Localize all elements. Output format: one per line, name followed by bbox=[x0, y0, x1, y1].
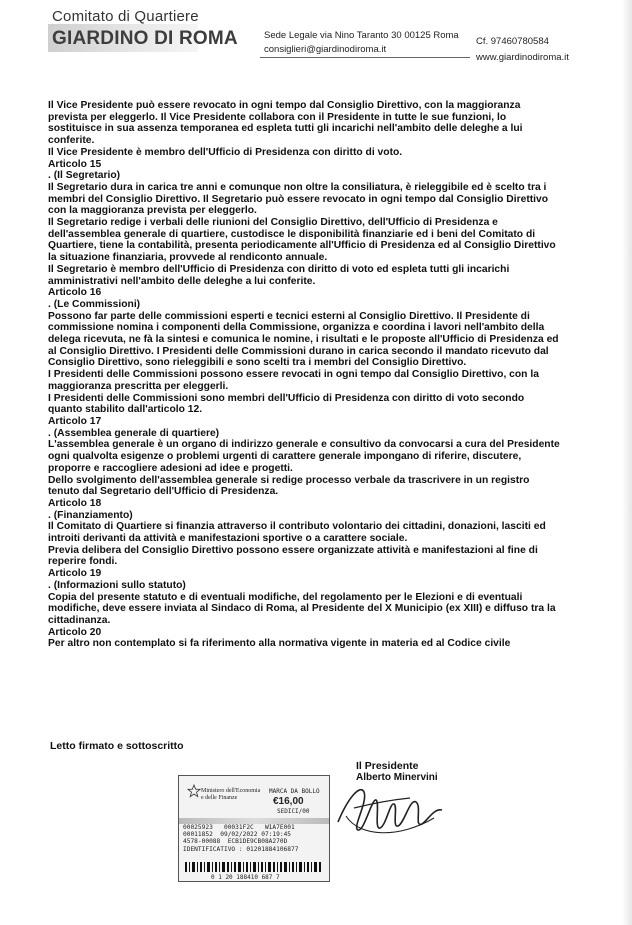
paragraph: Il Segretario redige i verbali delle riunioni del Consiglio Direttivo, dell'Ufficio di Presidenza e dell'assemblea generale di quartiere, custodisce le disponibilità finanziarie ed i beni del Comitato di Quartiere, tiene la contabilità, presenta periodicamente all'Ufficio di Presidenza ed al Consiglio Direttivo la situazione finanziaria, provvede al rendiconto annuale. bbox=[48, 217, 556, 264]
stamp-ministry: Ministero dell'Economia e delle Finanze bbox=[201, 788, 261, 801]
paragraph: Per altro non contemplato si fa riferimento alla normativa vigente in materia ed al Codice civile bbox=[48, 638, 511, 650]
article-title: . (Assemblea generale di quartiere) bbox=[48, 427, 220, 439]
article-heading: Articolo 18 bbox=[48, 497, 102, 509]
logo-line-2: GIARDINO DI ROMA bbox=[52, 28, 238, 49]
paragraph: Il Comitato di Quartiere si finanzia attraverso il contributo volontario dei cittadini, donazioni, lasciti ed introiti derivanti da attività e manifestazioni sportive o a carattere sociale. bbox=[48, 521, 546, 545]
article-title: . (Informazioni sullo statuto) bbox=[48, 579, 186, 591]
stamp-marca: MARCA DA BOLLO bbox=[269, 788, 320, 795]
stamp-value: €16,00 bbox=[273, 796, 304, 807]
article-heading: Articolo 17 bbox=[48, 415, 102, 427]
article-title: . (Le Commissioni) bbox=[48, 298, 141, 310]
legal-address: Sede Legale via Nino Taranto 30 00125 Roma bbox=[264, 30, 459, 41]
article-heading: Articolo 19 bbox=[48, 568, 102, 580]
paragraph: L'assemblea generale è un organo di indirizzo generale e consultivo da convocarsi a cura del Presidente ogni qualvolta esigenze o problemi urgenti di carattere generale impongano di riferire, discutere, proporre e raccogliere adesioni ad idee e progetti. bbox=[48, 439, 560, 474]
article-heading: Articolo 15 bbox=[48, 158, 102, 170]
paragraph: Il Vice Presidente è membro dell'Ufficio di Presidenza con diritto di voto. bbox=[48, 146, 403, 158]
paragraph: I Presidenti delle Commissioni possono essere revocati in ogni tempo dal Consiglio Direttivo, con la maggioranza prescritta per eleggerli. bbox=[48, 369, 539, 392]
paragraph: Il Vice Presidente può essere revocato in ogni tempo dal Consiglio Direttivo, con la maggioranza prevista per eleggerlo. Il Vice Presidente collabora con il Presidente in tutte le sue funzioni, lo sostituisce in sua assenza temporanea ed espleta tutti gli incarichi nell'ambito delle deleghe a lui conferite. bbox=[48, 100, 523, 147]
website: www.giardinodiroma.it bbox=[476, 52, 569, 63]
article-title: . (Il Segretario) bbox=[48, 170, 121, 182]
revenue-stamp bbox=[178, 775, 330, 882]
paragraph: Il Segretario dura in carica tre anni e comunque non oltre la consiliatura, è rieleggibile ed è scelto tra i membri del Consiglio Direttivo. Il Segretario può essere revocato in ogni tempo dal Consiglio Direttivo con la maggioranza prevista per eleggerlo. bbox=[48, 181, 549, 217]
article-heading: Articolo 20 bbox=[48, 626, 102, 638]
letterhead bbox=[0, 0, 632, 78]
republic-emblem-icon bbox=[187, 784, 201, 798]
header-divider bbox=[260, 57, 470, 58]
logo-line-1: Comitato di Quartiere bbox=[52, 8, 199, 25]
tax-code: Cf. 97460780584 bbox=[476, 36, 549, 47]
handwritten-signature bbox=[330, 778, 450, 840]
article-heading: Articolo 16 bbox=[48, 287, 102, 299]
president-name: Alberto Minervini bbox=[356, 772, 438, 783]
paragraph: Dello svolgimento dell'assemblea generale si redige processo verbale da trascrivere in un registro tenuto dal Segretario dell'Ufficio di Presidenza. bbox=[48, 474, 530, 498]
signed-statement: Letto firmato e sottoscritto bbox=[50, 740, 184, 752]
paragraph: Copia del presente statuto e di eventuali modifiche, del regolamento per le Elezioni e di eventuali modifiche, deve essere inviata al Sindaco di Roma, al Presidente del X Municipio (ex XIII) e diffuso tra la cittadinanza. bbox=[48, 591, 556, 626]
scan-edge-shadow bbox=[622, 0, 632, 925]
paragraph: Possono far parte delle commissioni esperti e tecnici esterni al Consiglio Direttivo. Il Presidente di commissione nomina i componenti della Commissione, organizza e coordina i lavori nell'ambito della delega ricevuta, ne fà la sintesi e comunica le nomine, i risultati e le proposte all'Ufficio di Presidenza ed al Consiglio Direttivo. I Presidenti delle Commissioni durano in carica secondo il mandato ricevuto dal Consiglio Direttivo, sono rieleggibili e sono scelti tra i membri del Consiglio Direttivo. bbox=[48, 310, 559, 369]
president-label: Il Presidente bbox=[356, 760, 419, 772]
barcode-number: 0 1 20 188410 687 7 bbox=[211, 874, 280, 881]
email-address: consiglieri@giardinodiroma.it bbox=[264, 44, 387, 55]
stamp-code: SEDICI/00 bbox=[277, 808, 310, 815]
paragraph: I Presidenti delle Commissioni sono membri dell'Ufficio di Presidenza con diritto di voto secondo quanto stabilito dall'articolo 12. bbox=[48, 392, 525, 416]
paragraph: Previa delibera del Consiglio Direttivo possono essere organizzate attività e manifestazioni al fine di reperire fondi. bbox=[48, 544, 538, 568]
article-title: . (Finanziamento) bbox=[48, 509, 133, 521]
paragraph: Il Segretario è membro dell'Ufficio di Presidenza con diritto di voto ed espleta tutti gli incarichi amministrativi nell'ambito delle deleghe a lui conferite. bbox=[48, 263, 510, 287]
statute-text bbox=[48, 100, 560, 650]
barcode-icon bbox=[185, 862, 323, 872]
stamp-serials: 00025923 00031F2C W1A7E001 00011852 09/02/2022 07:19:45 4578-00088 ECB1DE9CB08A270D IDENTIFICATIVO : 01201884106877 bbox=[183, 824, 299, 853]
